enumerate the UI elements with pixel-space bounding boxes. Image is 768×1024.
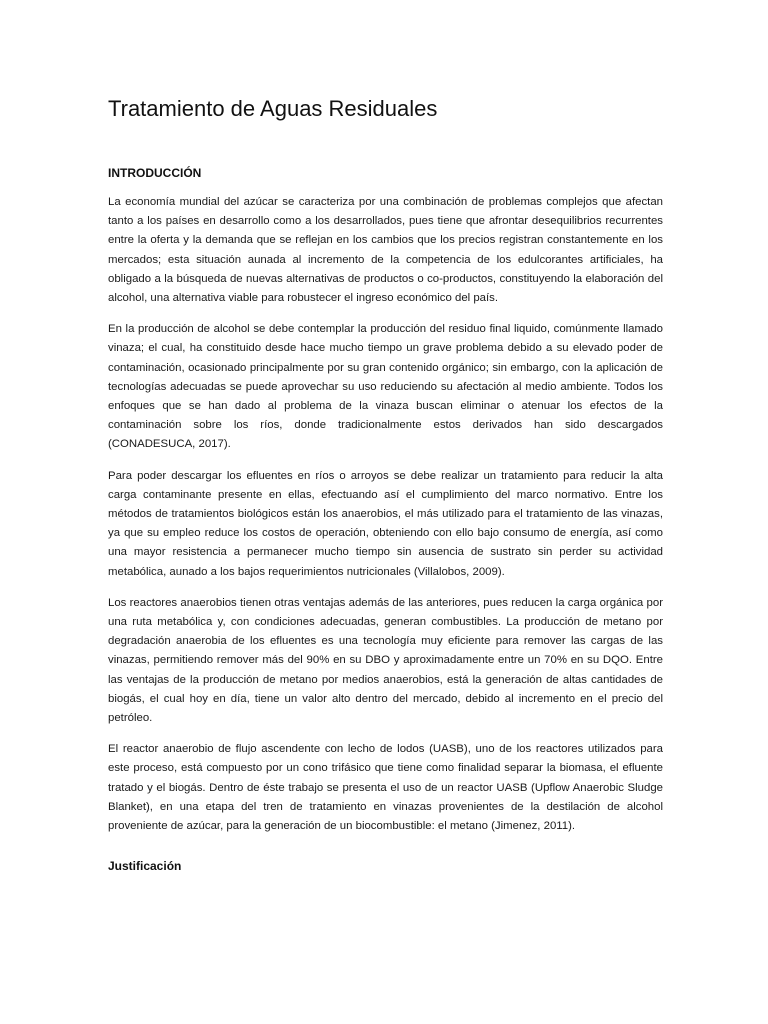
paragraph-4: Los reactores anaerobios tienen otras ventajas además de las anteriores, pues reducen la carga orgánica por una ruta metabólica y, con condiciones adecuadas, generan combustibles. La producción de metano por degradación anaerobia de los efluentes es una tecnología muy eficiente para remover las cargas de las vinazas, permitiendo remover más del 90% en su DBO y aproximadamente entre un 70% en su DQO. Entre las ventajas de la producción de metano por medios anaerobios, está la generación de altas cantidades de biogás, el cual hoy en día, tiene un valor alto dentro del mercado, debido al incremento en el precio del petróleo.: [108, 596, 663, 725]
document-title: Tratamiento de Aguas Residuales: [108, 96, 438, 121]
paragraph-2: En la producción de alcohol se debe contemplar la producción del residuo final liquido, comúnmente llamado vinaza; el cual, ha constituido desde hace mucho tiempo un grave problema debido a su elevado poder de contaminación, ocasionado principalmente por su gran contenido orgánico; sin embargo, con la aplicación de tecnologías adecuadas se puede aprovechar su uso reduciendo su afectación al medio ambiente. Todos los enfoques que se han dado al problema de la vinaza buscan eliminar o atenuar los efectos de la contaminación sobre los ríos, donde tradicionalmente estos derivados han sido descargados (CONADESUCA, 2017).: [108, 323, 663, 451]
paragraph-5: El reactor anaerobio de flujo ascendente con lecho de lodos (UASB), uno de los reactores utilizados para este proceso, está compuesto por un cono trifásico que tiene como finalidad separar la biomasa, el efluente tratado y el biogás. Dentro de éste trabajo se presenta el uso de un reactor UASB (Upflow Anaerobic Sludge Blanket), en una etapa del tren de tratamiento en vinazas provenientes de la destilación de alcohol proveniente de azúcar, para la generación de un biocombustible: el metano (Jimenez, 2011).: [108, 743, 663, 833]
paragraph-3: Para poder descargar los efluentes en ríos o arroyos se debe realizar un tratamiento para reducir la alta carga contaminante presente en ellas, efectuando así el cumplimiento del marco normativo. Entre los métodos de tratamientos biológicos están los anaerobios, el más utilizado para el tratamiento de las vinazas, ya que su empleo reduce los costos de operación, obteniendo con ello bajo consumo de energía, así como una mayor resistencia a permanecer mucho tiempo sin ausencia de sustrato sin perder su actividad metabólica, aunado a los bajos requerimientos nutricionales (Villalobos, 2009).: [108, 469, 663, 578]
intro-heading: INTRODUCCIÓN: [108, 166, 202, 180]
paragraph-1: La economía mundial del azúcar se caracteriza por una combinación de problemas complejos que afectan tanto a los países en desarrollo como a los desarrollados, pues tiene que afrontar desequilibrios recurrentes entre la oferta y la demanda que se reflejan en los cambios que los precios registran constantemente en los mercados; esta situación aunada al incremento de la competencia de los edulcorantes artificiales, ha obligado a la búsqueda de nuevas alternativas de productos o co-productos, constituyendo la elaboración del alcohol, una alternativa viable para robustecer el ingreso económico del país.: [108, 196, 663, 305]
intro-body: [108, 193, 663, 848]
justification-heading: Justificación: [108, 859, 182, 873]
